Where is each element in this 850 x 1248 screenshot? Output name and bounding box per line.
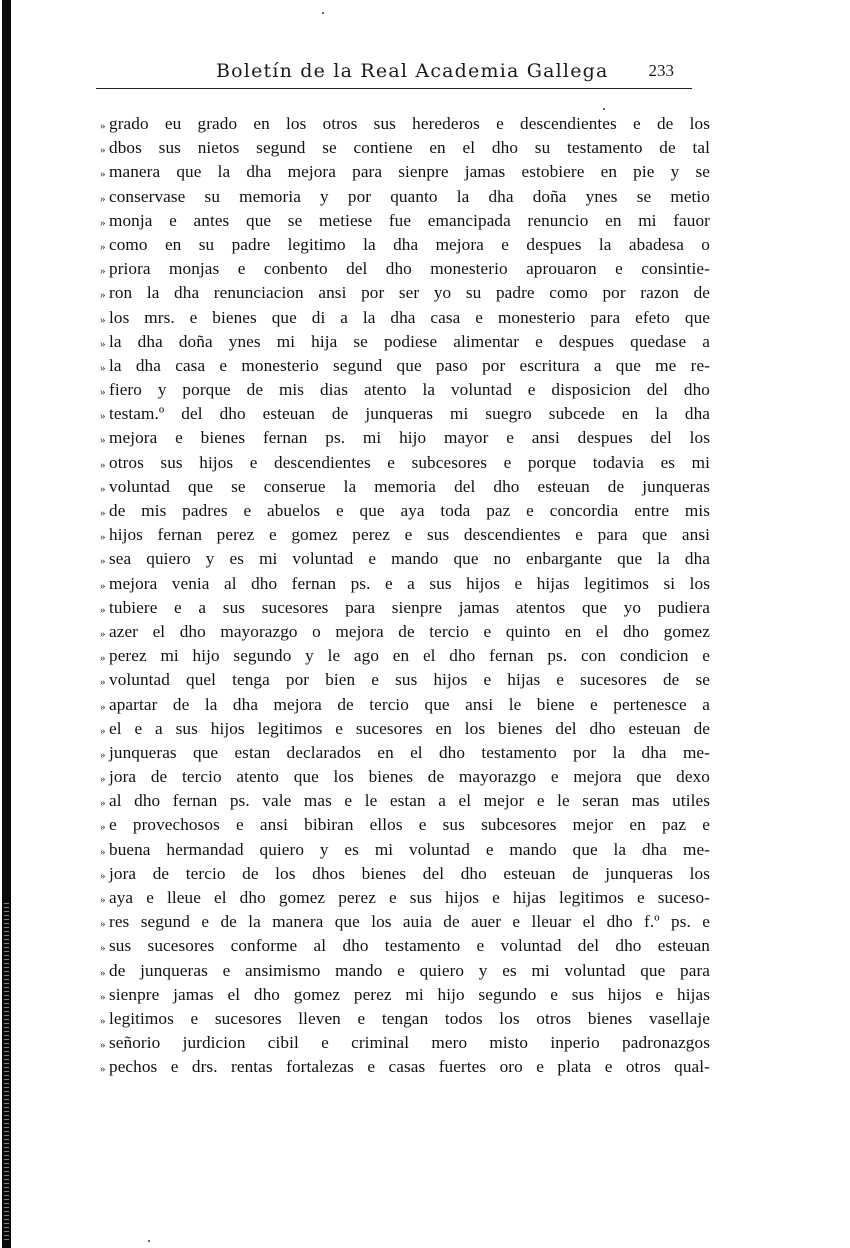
text-line bbox=[100, 959, 710, 983]
line-text: azer el dho mayorazgo o mejora de tercio e quinto en el dho gomez bbox=[109, 621, 710, 641]
quotation-mark: » bbox=[100, 458, 106, 471]
text-line bbox=[100, 910, 710, 934]
line-text: al dho fernan ps. vale mas e le estan a el mejor e le seran mas utiles bbox=[109, 791, 710, 811]
quotation-mark: » bbox=[100, 627, 106, 640]
quotation-mark: » bbox=[100, 216, 106, 229]
line-text: sea quiero y es mi voluntad e mando que no enbargante que la dha bbox=[109, 549, 710, 569]
text-line bbox=[100, 426, 710, 450]
quotation-mark: » bbox=[100, 555, 106, 568]
text-line bbox=[100, 306, 710, 330]
text-line bbox=[100, 499, 710, 523]
quotation-mark: » bbox=[100, 700, 106, 713]
text-line bbox=[100, 668, 710, 692]
text-line bbox=[100, 330, 710, 354]
quotation-mark: » bbox=[100, 144, 106, 157]
text-line bbox=[100, 1007, 710, 1031]
text-line bbox=[100, 209, 710, 233]
scan-speck bbox=[322, 12, 324, 14]
page-number: 233 bbox=[648, 61, 674, 80]
quotation-mark: » bbox=[100, 652, 106, 665]
line-text: voluntad quel tenga por bien e sus hijos e hijas e sucesores de se bbox=[109, 670, 710, 690]
quotation-mark: » bbox=[100, 1039, 106, 1052]
text-line bbox=[100, 934, 710, 958]
text-line bbox=[100, 838, 710, 862]
quotation-mark: » bbox=[100, 482, 106, 495]
line-text: voluntad que se conserue la memoria del dho esteuan de junqueras bbox=[109, 476, 710, 496]
quotation-mark: » bbox=[100, 386, 106, 399]
quotation-mark: » bbox=[100, 313, 106, 326]
line-text: de junqueras e ansimismo mando e quiero y es mi voluntad que para bbox=[109, 960, 710, 980]
text-line bbox=[100, 572, 710, 596]
line-text: dbos sus nietos segund se contiene en el dho su testamento de tal bbox=[109, 138, 710, 158]
text-line bbox=[100, 789, 710, 813]
quotation-mark: » bbox=[100, 676, 106, 689]
quotation-mark: » bbox=[100, 531, 106, 544]
text-line bbox=[100, 741, 710, 765]
line-text: fiero y porque de mis dias atento la voluntad e disposicion del dho bbox=[109, 380, 710, 400]
quotation-mark: » bbox=[100, 1063, 106, 1076]
quotation-mark: » bbox=[100, 1014, 106, 1027]
line-text: legitimos e sucesores lleven e tengan todos los otros bienes vasellaje bbox=[109, 1008, 710, 1028]
page-binding-edge bbox=[2, 0, 11, 1248]
quotation-mark: » bbox=[100, 869, 106, 882]
line-text: perez mi hijo segundo y le ago en el dho fernan ps. con condicion e bbox=[109, 646, 710, 666]
text-line bbox=[100, 354, 710, 378]
line-text: los mrs. e bienes que di a la dha casa e monesterio para efeto que bbox=[109, 307, 710, 327]
quotation-mark: » bbox=[100, 410, 106, 423]
line-text: junqueras que estan declarados en el dho testamento por la dha me- bbox=[109, 742, 710, 762]
text-line bbox=[100, 378, 710, 402]
line-text: aya e lleue el dho gomez perez e sus hijos e hijas legitimos e suceso- bbox=[109, 888, 710, 907]
quotation-mark: » bbox=[100, 120, 106, 132]
line-text: la dha doña ynes mi hija se podiese alimentar e despues quedase a bbox=[109, 331, 710, 351]
line-text: grado eu grado en los otros sus herederos e descendientes e de los bbox=[109, 114, 710, 133]
text-line bbox=[100, 257, 710, 281]
quotation-mark: » bbox=[100, 361, 106, 374]
quotation-mark: » bbox=[100, 773, 106, 786]
text-line bbox=[100, 160, 710, 184]
line-text: mejora venia al dho fernan ps. e a sus hijos e hijas legitimos si los bbox=[109, 573, 710, 593]
quotation-mark: » bbox=[100, 507, 106, 519]
line-text: como en su padre legitimo la dha mejora e despues la abadesa o bbox=[109, 234, 710, 254]
quotation-mark: » bbox=[100, 579, 106, 592]
text-line bbox=[100, 813, 710, 837]
line-text: monja e antes que se metiese fue emancipada renuncio en mi fauor bbox=[109, 210, 710, 230]
text-line bbox=[100, 136, 710, 160]
line-text: apartar de la dha mejora de tercio que ansi le biene e pertenesce a bbox=[109, 694, 710, 714]
quotation-mark: » bbox=[100, 168, 106, 181]
text-line bbox=[100, 475, 710, 499]
text-line bbox=[100, 402, 710, 426]
line-text: de mis padres e abuelos e que aya toda paz e concordia entre mis bbox=[109, 501, 710, 520]
text-line bbox=[100, 862, 710, 886]
line-text: ron la dha renunciacion ansi por ser yo su padre como por razon de bbox=[109, 283, 710, 303]
text-line bbox=[100, 185, 710, 209]
quotation-mark: » bbox=[100, 265, 106, 278]
scan-speck bbox=[148, 1240, 150, 1242]
quotation-mark: » bbox=[100, 821, 106, 834]
line-text: conservase su memoria y por quanto la dha doña ynes se metio bbox=[109, 186, 710, 206]
quotation-mark: » bbox=[100, 240, 106, 253]
text-line bbox=[100, 620, 710, 644]
text-line bbox=[100, 886, 710, 910]
line-text: tubiere e a sus sucesores para sienpre jamas atentos que yo pudiera bbox=[109, 597, 710, 617]
text-line bbox=[100, 1055, 710, 1079]
line-text: sus sucesores conforme al dho testamento e voluntad del dho esteuan bbox=[109, 936, 710, 956]
text-line bbox=[100, 451, 710, 475]
text-line bbox=[100, 112, 710, 136]
quotation-mark: » bbox=[100, 337, 106, 350]
text-line bbox=[100, 693, 710, 717]
text-line bbox=[100, 596, 710, 620]
line-text: e provechosos e ansi bibiran ellos e sus subcesores mejor en paz e bbox=[109, 815, 710, 835]
line-text: manera que la dha mejora para sienpre jamas estobiere en pie y se bbox=[109, 162, 710, 182]
text-line bbox=[100, 233, 710, 257]
text-line bbox=[100, 547, 710, 571]
line-text: pechos e drs. rentas fortalezas e casas fuertes oro e plata e otros qual- bbox=[109, 1057, 710, 1077]
quotation-mark: » bbox=[100, 894, 106, 906]
quotation-mark: » bbox=[100, 845, 106, 858]
quotation-mark: » bbox=[100, 434, 106, 447]
journal-title: Boletín de la Real Academia Gallega bbox=[216, 60, 609, 82]
quotation-mark: » bbox=[100, 918, 106, 931]
text-line bbox=[100, 1031, 710, 1055]
text-line bbox=[100, 765, 710, 789]
line-text: señorio jurdicion cibil e criminal mero misto inperio padronazgos bbox=[109, 1033, 710, 1053]
line-text: hijos fernan perez e gomez perez e sus descendientes e para que ansi bbox=[109, 525, 710, 545]
text-line bbox=[100, 644, 710, 668]
line-text: jora de tercio atento que los bienes de mayorazgo e mejora que dexo bbox=[109, 767, 710, 787]
quotation-mark: » bbox=[100, 603, 106, 616]
line-text: otros sus hijos e descendientes e subcesores e porque todavia es mi bbox=[109, 452, 710, 472]
text-line bbox=[100, 523, 710, 547]
line-text: jora de tercio de los dhos bienes del dho esteuan de junqueras los bbox=[109, 863, 710, 883]
line-text: testam.º del dho esteuan de junqueras mi suegro subcede en la dha bbox=[109, 404, 710, 424]
line-text: la dha casa e monesterio segund que paso por escritura a que me re- bbox=[109, 355, 710, 375]
quotation-mark: » bbox=[100, 748, 106, 761]
text-line bbox=[100, 983, 710, 1007]
quotation-mark: » bbox=[100, 990, 106, 1003]
quotation-mark: » bbox=[100, 797, 106, 810]
running-header bbox=[96, 58, 692, 89]
text-line bbox=[100, 281, 710, 305]
line-text: el e a sus hijos legitimos e sucesores en los bienes del dho esteuan de bbox=[109, 718, 710, 738]
quotation-mark: » bbox=[100, 724, 106, 737]
line-text: priora monjas e conbento del dho monesterio aprouaron e consintie- bbox=[109, 259, 710, 279]
text-line bbox=[100, 717, 710, 741]
document-body bbox=[100, 112, 710, 1080]
quotation-mark: » bbox=[100, 289, 106, 302]
line-text: res segund e de la manera que los auia de auer e lleuar el dho f.º ps. e bbox=[109, 912, 710, 932]
scan-speck bbox=[603, 108, 605, 110]
quotation-mark: » bbox=[100, 966, 106, 979]
line-text: sienpre jamas el dho gomez perez mi hijo segundo e sus hijos e hijas bbox=[109, 984, 710, 1004]
line-text: mejora e bienes fernan ps. mi hijo mayor e ansi despues del los bbox=[109, 428, 710, 448]
line-text: buena hermandad quiero y es mi voluntad e mando que la dha me- bbox=[109, 839, 710, 859]
quotation-mark: » bbox=[100, 192, 106, 205]
quotation-mark: » bbox=[100, 942, 106, 955]
